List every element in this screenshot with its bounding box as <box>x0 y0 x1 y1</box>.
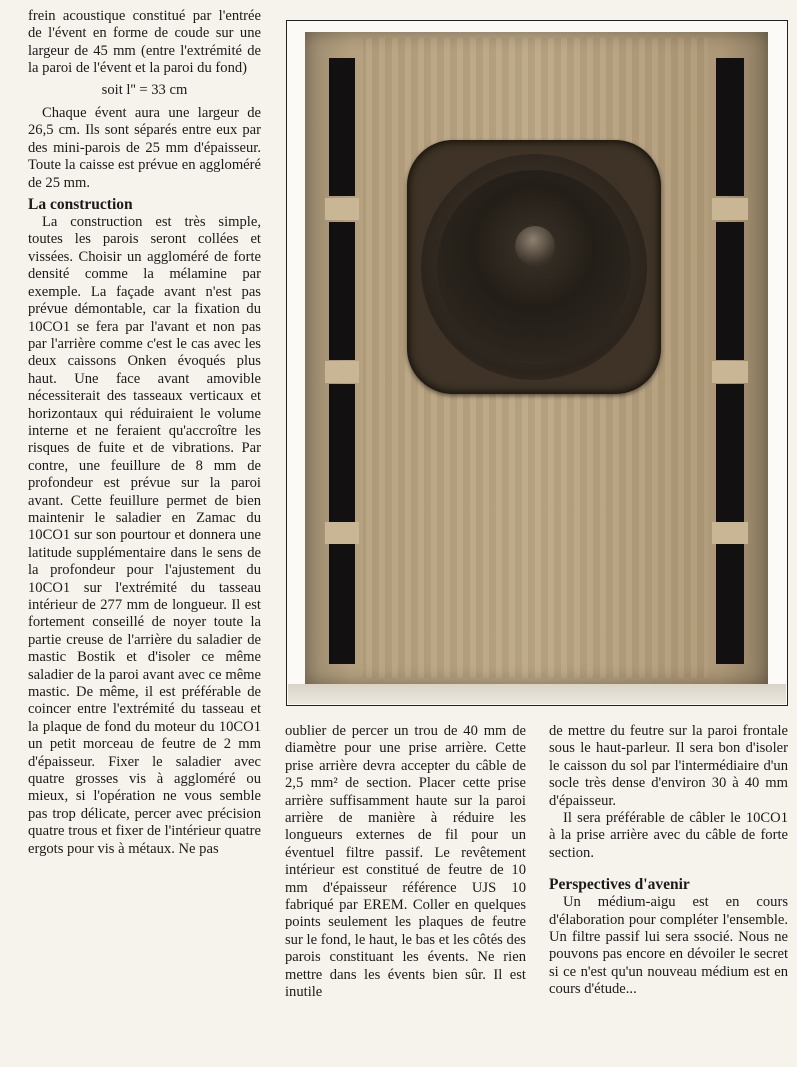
port-divider <box>712 361 748 383</box>
section-heading-perspectives: Perspectives d'avenir <box>549 876 690 894</box>
speaker-cone <box>437 170 631 364</box>
port-slot <box>716 222 744 360</box>
paragraph: frein acoustique constitué par l'entrée de l'évent en forme de coude sur une largeur de 45 mm (entre l'extrémité de la paroi de l'évent et la paroi du fond) <box>28 8 261 77</box>
paragraph: Chaque évent aura une largeur de 26,5 cm. Ils sont séparés entre eux par des mini-parois de 25 mm d'épaisseur. Toute la caisse est prévue en aggloméré de 25 mm. <box>28 105 261 191</box>
speaker-dust-cap <box>515 226 555 266</box>
port-slot <box>329 544 355 664</box>
port-divider <box>325 198 359 220</box>
port-slot <box>329 58 355 196</box>
paragraph: Un médium-aigu est en cours d'élaboration pour compléter l'ensemble. Un filtre passif lui sera ssocié. Nous ne pouvons pas encore en dévoiler le secret si ce n'est qu'un nouveau médium est en cours d'étude... <box>549 894 788 998</box>
paragraph: de mettre du feutre sur la paroi frontale sous le haut-parleur. Il sera bon d'isoler le caisson du sol par l'intermédiaire d'un socle très dense d'environ 30 à 40 mm d'épaisseur. <box>549 723 788 809</box>
article-column-1 <box>28 8 261 858</box>
paragraph: oublier de percer un trou de 40 mm de diamètre pour une prise arrière. Cette prise arrière devra accepter du câble de 2,5 mm² de section. Placer cette prise arrière suffisamment haute sur la paroi arrière de manière à réduire les longueurs externes de fil pour un éventuel filtre passif. Le revêtement intérieur est constitué de feutre de 10 mm d'épaisseur référence UJS 10 fabriqué par EREM. Coller en quelques points seulement les plaques de feutre sur le fond, le haut, le bas et les côtés des parois constituant les évents. Ne rien mettre dans les évents bien sûr. Il est inutile <box>285 723 526 1001</box>
port-divider <box>325 522 359 544</box>
paragraph: Il sera préférable de câbler le 10CO1 à la prise arrière avec du câble de forte section. <box>549 810 788 861</box>
port-divider <box>325 361 359 383</box>
port-slot <box>329 384 355 522</box>
port-slot <box>716 544 744 664</box>
article-column-3 <box>549 723 788 999</box>
speaker-cabinet-photo <box>305 32 768 684</box>
article-column-2 <box>285 723 526 1002</box>
loudspeaker-driver <box>407 140 661 394</box>
section-heading-construction: La construction <box>28 196 133 214</box>
port-slot <box>716 384 744 522</box>
port-slot <box>716 58 744 196</box>
formula: soit l'' = 33 cm <box>101 81 188 98</box>
photo-floor <box>288 684 786 704</box>
speaker-surround <box>421 154 647 380</box>
port-divider <box>712 522 748 544</box>
port-slot <box>329 222 355 360</box>
port-divider <box>712 198 748 220</box>
paragraph: La construction est très simple, toutes les parois seront collées et vissées. Choisir un aggloméré de forte densité comme la mélamine par exemple. La façade avant n'est pas prévue démontable, car la fixation du 10CO1 se fera par l'avant et non pas par l'arrière comme c'est le cas avec les deux caissons Onken évoqués plus haut. Une face avant amovible nécessiterait des tasseaux verticaux et horizontaux qui réduiraient le volume interne et ne feraient qu'accroître les risques de fuite et de vibrations. Par contre, une feuillure de 8 mm de profondeur est prévue sur la paroi avant. Cette feuillure permet de bien maintenir le saladier en Zamac du 10CO1 sur son pourtour et donnera une latitude supplémentaire dans le sens de la profondeur pour l'ajustement du 10CO1 sur l'extrémité du tasseau intérieur de 277 mm de longueur. Il est fortement conseillé de noyer toute la partie creuse de l'arrière du saladier de mastic Bostik et d'isoler ce même saladier de la paroi avant avec ce même mastic. De même, il est préférable de coincer entre l'extrémité du tasseau et la plaque de fond du moteur du 10CO1 un petit morceau de feutre de 2 mm d'épaisseur. Fixer le saladier avec quatre grosses vis à aggloméré ou mieux, si l'opération ne vous semble pas trop délicate, percer avec précision quatre trous et fixer de l'intérieur quatre ergots pour vis à métaux. Ne pas <box>28 214 261 857</box>
